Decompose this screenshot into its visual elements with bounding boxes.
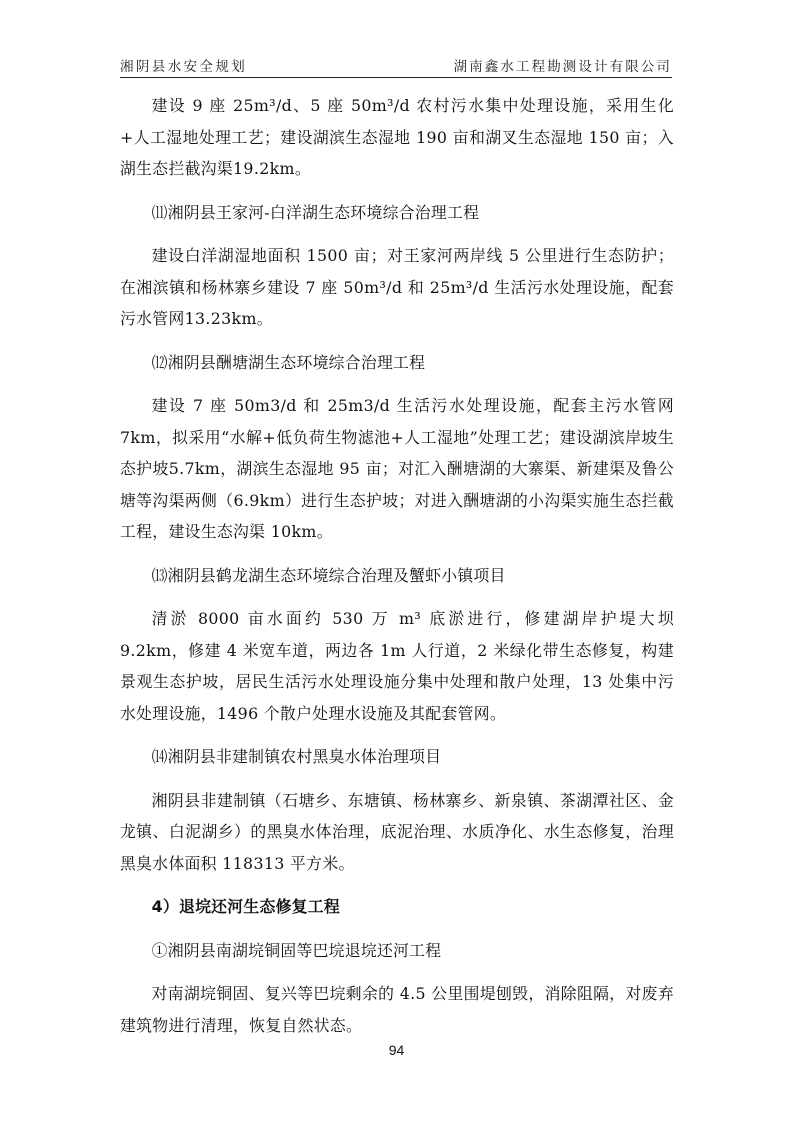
project-heading: ⒁湘阴县非建制镇农村黑臭水体治理项目 bbox=[151, 747, 442, 766]
paragraph: 对南湖垸铜固、复兴等巴垸剩余的 4.5 公里围堤刨毁，消除阻隔，对废弃建筑物进行清理，恢复自然状态。 bbox=[120, 984, 674, 1035]
project-heading: ⒀湘阴县鹤龙湖生态环境综合治理及蟹虾小镇项目 bbox=[151, 565, 506, 585]
page-header bbox=[120, 51, 672, 78]
project-heading: ⑾湘阴县王家河-白洋湖生态环境综合治理工程 bbox=[151, 202, 480, 222]
paragraph: 湘阴县非建制镇（石塘乡、东塘镇、杨林寨乡、新泉镇、茶湖潭社区、金龙镇、白泥湖乡）的黑臭水体治理，底泥治理、水质净化、水生态修复，治理黑臭水体面积 118313 平方米。 bbox=[120, 790, 674, 873]
project-heading: ⑿湘阴县酬塘湖生态环境综合治理工程 bbox=[151, 352, 426, 372]
page-number: 94 bbox=[388, 1042, 405, 1058]
paragraph: 清淤 8000 亩水面约 530 万 m³ 底淤进行，修建湖岸护堤大坝 9.2km，修建 4 米宽车道，两边各 1m 人行道，2 米绿化带生态修复，构建景观生态护坡，居民生活污水处理设施分集中处理和散户处理，13 处集中污水处理设施，1496 个散户处理水设施及其配套管网。 bbox=[120, 609, 674, 723]
paragraph: 建设 7 座 50m3/d 和 25m3/d 生活污水处理设施，配套主污水管网 7km，拟采用“水解+低负荷生物滤池+人工湿地”处理工艺；建设湖滨岸坡生态护坡5.7km，湖滨生态湿地 95 亩；对汇入酬塘湖的大寨渠、新建渠及鲁公塘等沟渠两侧（6.9km）进行生态护坡；对进入酬塘湖的小沟渠实施生态拦截工程，建设生态沟渠 10km。 bbox=[120, 396, 674, 541]
header-document-title: 湘阴县水安全规划 bbox=[120, 59, 248, 75]
paragraph: 建设 9 座 25m³/d、5 座 50m³/d 农村污水集中处理设施，采用生化+人工湿地处理工艺；建设湖滨生态湿地 190 亩和湖叉生态湿地 150 亩；入湖生态拦截沟渠19.2km。 bbox=[120, 96, 674, 178]
subsection-heading: ①湘阴县南湖垸铜固等巴垸退垸还河工程 bbox=[151, 940, 442, 960]
paragraph: 建设白洋湖湿地面积 1500 亩；对王家河两岸线 5 公里进行生态防护；在湘滨镇和杨林寨乡建设 7 座 50m³/d 和 25m³/d 生活污水处理设施，配套污水管网13.23km。 bbox=[120, 246, 674, 328]
header-company-name: 湖南鑫水工程勘测设计有限公司 bbox=[453, 59, 672, 75]
section-heading: 4）退垸还河生态修复工程 bbox=[151, 897, 340, 916]
page-body bbox=[120, 90, 674, 1041]
